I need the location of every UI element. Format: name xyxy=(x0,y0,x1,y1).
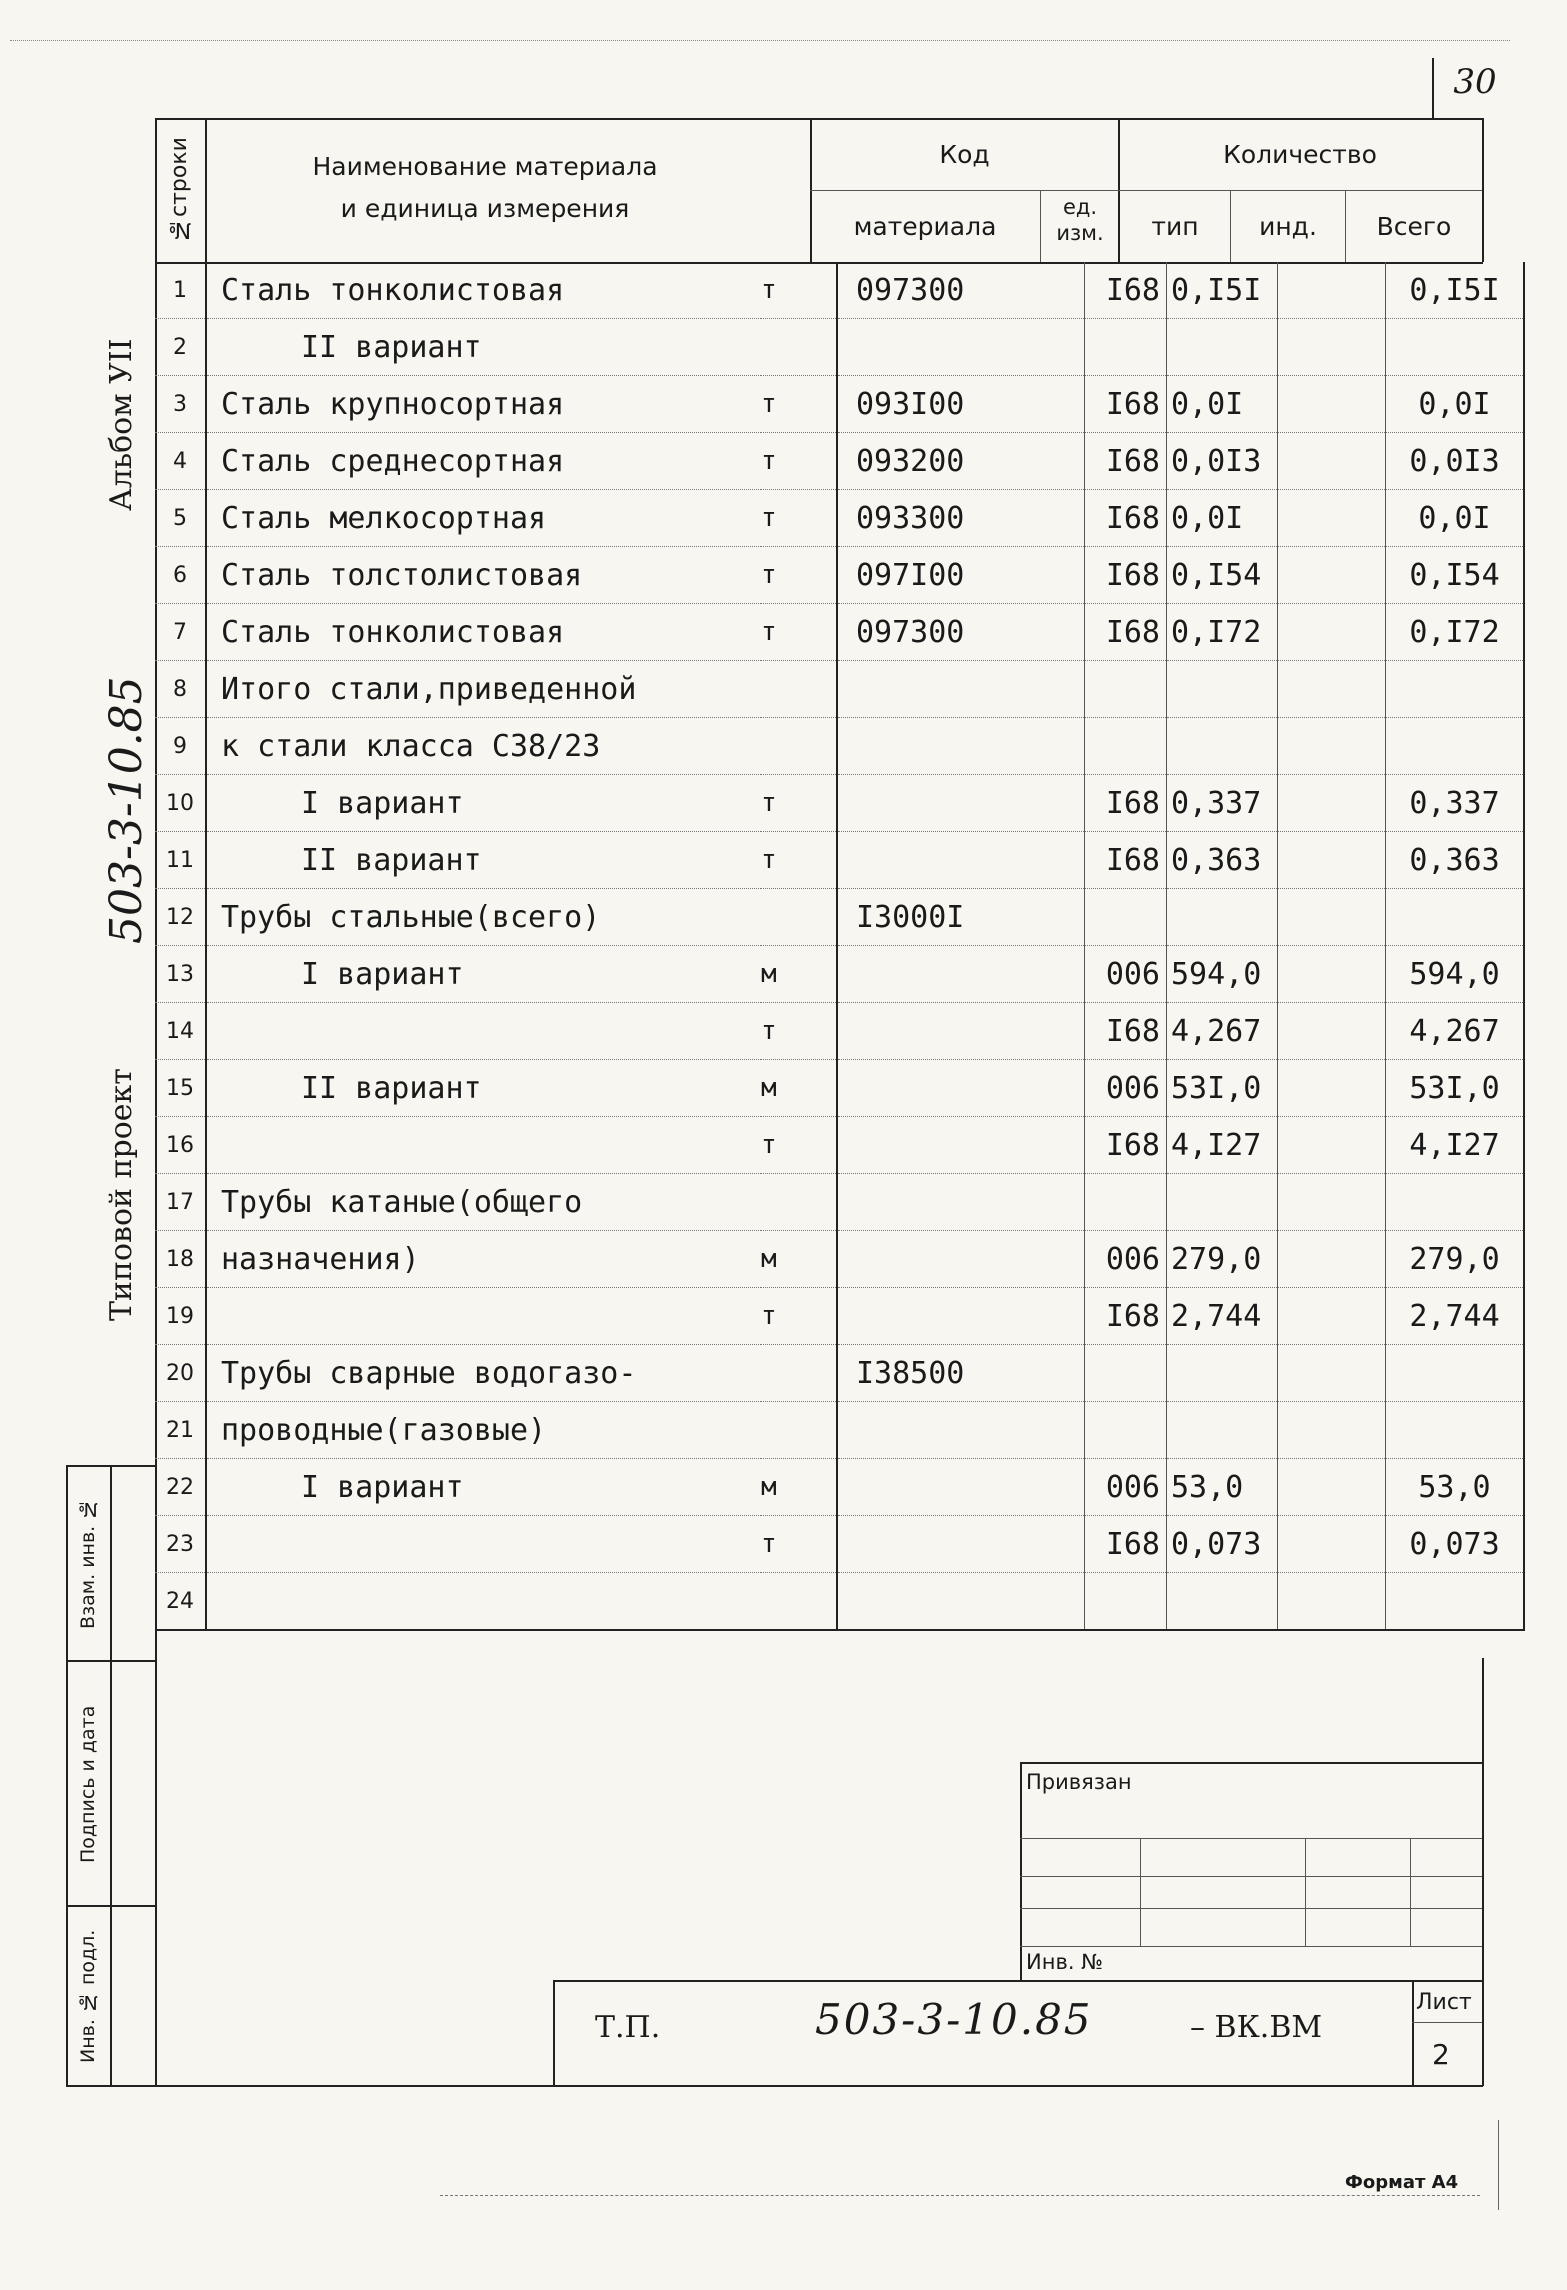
unit-of-measure: т xyxy=(761,1003,837,1060)
unit-of-measure: м xyxy=(761,1231,837,1288)
quantity-type: 0,I72 xyxy=(1167,604,1278,661)
unit-code xyxy=(1085,889,1167,946)
inv-no-label: Инв. № xyxy=(1026,1950,1104,1974)
unit-code: I68 xyxy=(1085,547,1167,604)
table-row xyxy=(155,547,1524,604)
quantity-type xyxy=(1167,1573,1278,1631)
material-code xyxy=(837,832,1085,889)
material-name: Сталь мелкосортная xyxy=(206,490,761,547)
table-row xyxy=(155,1345,1524,1402)
table-row xyxy=(155,889,1524,946)
quantity-type: 279,0 xyxy=(1167,1231,1278,1288)
unit-code xyxy=(1085,1174,1167,1231)
material-code xyxy=(837,775,1085,832)
sheet-label: Лист xyxy=(1416,1990,1472,2015)
unit-of-measure: м xyxy=(761,1060,837,1117)
quantity-individual xyxy=(1278,319,1386,376)
material-name: проводные(газовые) xyxy=(206,1402,761,1459)
unit-code: I68 xyxy=(1085,262,1167,319)
row-number: 22 xyxy=(155,1459,206,1516)
material-code xyxy=(837,1402,1085,1459)
quantity-individual xyxy=(1278,661,1386,718)
material-name: к стали класса С38/23 xyxy=(206,718,761,775)
row-number: 7 xyxy=(155,604,206,661)
header-qty-type: тип xyxy=(1151,212,1199,241)
material-code: 097300 xyxy=(837,604,1085,661)
quantity-type: 4,I27 xyxy=(1167,1117,1278,1174)
quantity-total: 53I,0 xyxy=(1386,1060,1525,1117)
quantity-total xyxy=(1386,1345,1525,1402)
unit-of-measure: т xyxy=(761,832,837,889)
row-number: 21 xyxy=(155,1402,206,1459)
quantity-individual xyxy=(1278,376,1386,433)
quantity-type xyxy=(1167,1402,1278,1459)
sheet-number: 2 xyxy=(1432,2038,1450,2071)
header-qty-total: Всего xyxy=(1376,212,1452,241)
quantity-individual xyxy=(1278,433,1386,490)
quantity-type: 594,0 xyxy=(1167,946,1278,1003)
table-row xyxy=(155,376,1524,433)
row-number: 6 xyxy=(155,547,206,604)
quantity-type: 0,0I3 xyxy=(1167,433,1278,490)
table-row xyxy=(155,1402,1524,1459)
quantity-total: 594,0 xyxy=(1386,946,1525,1003)
linked-label: Привязан xyxy=(1026,1770,1132,1794)
unit-code: I68 xyxy=(1085,775,1167,832)
unit-code: 006 xyxy=(1085,1231,1167,1288)
quantity-individual xyxy=(1278,547,1386,604)
unit-code xyxy=(1085,319,1167,376)
material-name: Сталь толстолистовая xyxy=(206,547,761,604)
unit-of-measure xyxy=(761,1174,837,1231)
unit-of-measure: т xyxy=(761,1288,837,1345)
material-code xyxy=(837,946,1085,1003)
unit-of-measure: м xyxy=(761,1459,837,1516)
quantity-type: 0,337 xyxy=(1167,775,1278,832)
row-number: 8 xyxy=(155,661,206,718)
quantity-total: 0,363 xyxy=(1386,832,1525,889)
row-number: 13 xyxy=(155,946,206,1003)
doc-suffix: – ВК.ВМ xyxy=(1190,2010,1323,2045)
quantity-individual xyxy=(1278,1174,1386,1231)
quantity-individual xyxy=(1278,1060,1386,1117)
quantity-total: 2,744 xyxy=(1386,1288,1525,1345)
header-qty-ind: инд. xyxy=(1259,212,1317,241)
unit-of-measure xyxy=(761,718,837,775)
tp-label: Т.П. xyxy=(595,2010,661,2045)
material-name: I вариант xyxy=(206,1459,761,1516)
material-code xyxy=(837,1573,1085,1631)
quantity-individual xyxy=(1278,1288,1386,1345)
unit-of-measure: т xyxy=(761,433,837,490)
quantity-total: 279,0 xyxy=(1386,1231,1525,1288)
typical-project-label: Типовой проект xyxy=(104,1068,139,1322)
quantity-individual xyxy=(1278,490,1386,547)
quantity-type: 53I,0 xyxy=(1167,1060,1278,1117)
quantity-type xyxy=(1167,718,1278,775)
quantity-individual xyxy=(1278,1345,1386,1402)
unit-of-measure: т xyxy=(761,490,837,547)
table-row xyxy=(155,1288,1524,1345)
material-name: Итого стали,приведенной xyxy=(206,661,761,718)
table-row xyxy=(155,490,1524,547)
material-code xyxy=(837,1117,1085,1174)
table-row xyxy=(155,262,1524,319)
material-code xyxy=(837,1060,1085,1117)
quantity-total: 0,I5I xyxy=(1386,262,1525,319)
material-name: I вариант xyxy=(206,946,761,1003)
table-row xyxy=(155,718,1524,775)
quantity-individual xyxy=(1278,775,1386,832)
unit-of-measure: т xyxy=(761,604,837,661)
table-row xyxy=(155,1060,1524,1117)
album-label: Альбом УII xyxy=(104,338,139,512)
unit-of-measure xyxy=(761,319,837,376)
quantity-type: 0,I5I xyxy=(1167,262,1278,319)
unit-of-measure xyxy=(761,1402,837,1459)
quantity-type xyxy=(1167,889,1278,946)
quantity-total xyxy=(1386,889,1525,946)
material-name xyxy=(206,1516,761,1573)
doc-number: 503-3-10.85 xyxy=(815,1995,1093,2044)
signature-date-label: Подпись и дата xyxy=(77,1705,99,1863)
table-row xyxy=(155,1516,1524,1573)
unit-code: I68 xyxy=(1085,376,1167,433)
unit-code: 006 xyxy=(1085,946,1167,1003)
unit-of-measure: м xyxy=(761,946,837,1003)
material-code: 093I00 xyxy=(837,376,1085,433)
material-name: Трубы сварные водогазо- xyxy=(206,1345,761,1402)
quantity-type: 53,0 xyxy=(1167,1459,1278,1516)
material-code: I38500 xyxy=(837,1345,1085,1402)
vzam-inv-label: Взам. инв. № xyxy=(77,1497,99,1629)
material-name: Сталь среднесортная xyxy=(206,433,761,490)
material-code xyxy=(837,1174,1085,1231)
quantity-individual xyxy=(1278,1459,1386,1516)
quantity-individual xyxy=(1278,718,1386,775)
quantity-total xyxy=(1386,1174,1525,1231)
material-code: 097300 xyxy=(837,262,1085,319)
inv-podl-label: Инв. № подл. xyxy=(77,1929,99,2063)
header-name-line1: Наименование материала xyxy=(312,152,658,181)
quantity-total xyxy=(1386,1402,1525,1459)
material-name xyxy=(206,1288,761,1345)
material-name: I вариант xyxy=(206,775,761,832)
unit-of-measure xyxy=(761,1345,837,1402)
materials-table xyxy=(155,262,1525,1631)
material-name: II вариант xyxy=(206,319,761,376)
row-number: 19 xyxy=(155,1288,206,1345)
unit-code: I68 xyxy=(1085,1117,1167,1174)
unit-of-measure xyxy=(761,1573,837,1631)
quantity-total: 4,I27 xyxy=(1386,1117,1525,1174)
material-code xyxy=(837,1003,1085,1060)
project-code-handwritten: 503-3-10.85 xyxy=(101,676,152,944)
material-code: 093200 xyxy=(837,433,1085,490)
quantity-total xyxy=(1386,718,1525,775)
material-name xyxy=(206,1117,761,1174)
material-name: Трубы катаные(общего xyxy=(206,1174,761,1231)
unit-of-measure: т xyxy=(761,1516,837,1573)
unit-code xyxy=(1085,1345,1167,1402)
quantity-type xyxy=(1167,1174,1278,1231)
unit-of-measure: т xyxy=(761,1117,837,1174)
material-code: 097I00 xyxy=(837,547,1085,604)
unit-code: I68 xyxy=(1085,1288,1167,1345)
unit-code xyxy=(1085,661,1167,718)
format-label: Формат А4 xyxy=(1345,2172,1459,2193)
quantity-total xyxy=(1386,319,1525,376)
table-row xyxy=(155,1174,1524,1231)
quantity-individual xyxy=(1278,889,1386,946)
quantity-type: 4,267 xyxy=(1167,1003,1278,1060)
material-name: Трубы стальные(всего) xyxy=(206,889,761,946)
table-row xyxy=(155,433,1524,490)
row-number: 14 xyxy=(155,1003,206,1060)
material-code xyxy=(837,1459,1085,1516)
row-number: 11 xyxy=(155,832,206,889)
material-name: Сталь тонколистовая xyxy=(206,604,761,661)
row-number: 5 xyxy=(155,490,206,547)
row-number: 1 xyxy=(155,262,206,319)
table-row xyxy=(155,1573,1524,1631)
table-row xyxy=(155,775,1524,832)
table-row xyxy=(155,319,1524,376)
quantity-type: 2,744 xyxy=(1167,1288,1278,1345)
quantity-individual xyxy=(1278,262,1386,319)
header-code-unit-1: ед. xyxy=(1062,195,1098,219)
quantity-total: 0,I72 xyxy=(1386,604,1525,661)
row-number: 15 xyxy=(155,1060,206,1117)
unit-code xyxy=(1085,1402,1167,1459)
quantity-individual xyxy=(1278,1003,1386,1060)
quantity-individual xyxy=(1278,604,1386,661)
quantity-total: 0,0I xyxy=(1386,376,1525,433)
table-row xyxy=(155,946,1524,1003)
quantity-type: 0,363 xyxy=(1167,832,1278,889)
quantity-individual xyxy=(1278,832,1386,889)
quantity-total: 0,I54 xyxy=(1386,547,1525,604)
header-code-material: материала xyxy=(853,212,997,241)
material-name: II вариант xyxy=(206,832,761,889)
header-code-unit-2: изм. xyxy=(1056,221,1104,245)
quantity-total: 0,0I xyxy=(1386,490,1525,547)
quantity-type: 0,073 xyxy=(1167,1516,1278,1573)
unit-code: 006 xyxy=(1085,1060,1167,1117)
unit-of-measure xyxy=(761,661,837,718)
unit-code xyxy=(1085,718,1167,775)
row-number: 16 xyxy=(155,1117,206,1174)
quantity-total: 4,267 xyxy=(1386,1003,1525,1060)
unit-code: I68 xyxy=(1085,490,1167,547)
quantity-total xyxy=(1386,661,1525,718)
material-name: Сталь крупносортная xyxy=(206,376,761,433)
quantity-type xyxy=(1167,1345,1278,1402)
material-code xyxy=(837,319,1085,376)
quantity-individual xyxy=(1278,946,1386,1003)
quantity-type: 0,I54 xyxy=(1167,547,1278,604)
quantity-total: 0,0I3 xyxy=(1386,433,1525,490)
quantity-individual xyxy=(1278,1402,1386,1459)
row-number: 4 xyxy=(155,433,206,490)
table-row xyxy=(155,1003,1524,1060)
unit-code: I68 xyxy=(1085,604,1167,661)
material-code xyxy=(837,661,1085,718)
table-row xyxy=(155,661,1524,718)
unit-code: I68 xyxy=(1085,433,1167,490)
material-name xyxy=(206,1003,761,1060)
unit-code: 006 xyxy=(1085,1459,1167,1516)
material-name xyxy=(206,1573,761,1631)
row-number: 12 xyxy=(155,889,206,946)
quantity-individual xyxy=(1278,1117,1386,1174)
row-number: 20 xyxy=(155,1345,206,1402)
quantity-total: 0,337 xyxy=(1386,775,1525,832)
material-name: назначения) xyxy=(206,1231,761,1288)
unit-code: I68 xyxy=(1085,832,1167,889)
quantity-type xyxy=(1167,319,1278,376)
row-number: 17 xyxy=(155,1174,206,1231)
row-number: 24 xyxy=(155,1573,206,1631)
row-number: 9 xyxy=(155,718,206,775)
quantity-type: 0,0I xyxy=(1167,490,1278,547)
unit-of-measure: т xyxy=(761,376,837,433)
material-code: I3000I xyxy=(837,889,1085,946)
row-number: 10 xyxy=(155,775,206,832)
table-row xyxy=(155,604,1524,661)
unit-code: I68 xyxy=(1085,1003,1167,1060)
quantity-individual xyxy=(1278,1516,1386,1573)
quantity-total: 53,0 xyxy=(1386,1459,1525,1516)
row-number: 23 xyxy=(155,1516,206,1573)
header-name-line2: и единица измерения xyxy=(340,194,630,223)
unit-of-measure xyxy=(761,889,837,946)
material-code xyxy=(837,718,1085,775)
header-quantity: Количество xyxy=(1223,140,1377,169)
material-code xyxy=(837,1231,1085,1288)
page-number: 30 xyxy=(1453,62,1497,102)
material-code: 093300 xyxy=(837,490,1085,547)
material-code xyxy=(837,1516,1085,1573)
quantity-individual xyxy=(1278,1231,1386,1288)
unit-of-measure: т xyxy=(761,775,837,832)
material-code xyxy=(837,1288,1085,1345)
table-row xyxy=(155,1459,1524,1516)
table-row xyxy=(155,1231,1524,1288)
row-number: 2 xyxy=(155,319,206,376)
quantity-total xyxy=(1386,1573,1525,1631)
unit-of-measure: т xyxy=(761,547,837,604)
unit-code: I68 xyxy=(1085,1516,1167,1573)
row-number: 3 xyxy=(155,376,206,433)
material-name: Сталь тонколистовая xyxy=(206,262,761,319)
header-code: Код xyxy=(939,140,990,169)
row-number: 18 xyxy=(155,1231,206,1288)
material-name: II вариант xyxy=(206,1060,761,1117)
unit-of-measure: т xyxy=(761,262,837,319)
unit-code xyxy=(1085,1573,1167,1631)
table-row xyxy=(155,1117,1524,1174)
quantity-type: 0,0I xyxy=(1167,376,1278,433)
quantity-type xyxy=(1167,661,1278,718)
quantity-individual xyxy=(1278,1573,1386,1631)
quantity-total: 0,073 xyxy=(1386,1516,1525,1573)
table-row xyxy=(155,832,1524,889)
header-row-number: №строки xyxy=(167,137,192,243)
